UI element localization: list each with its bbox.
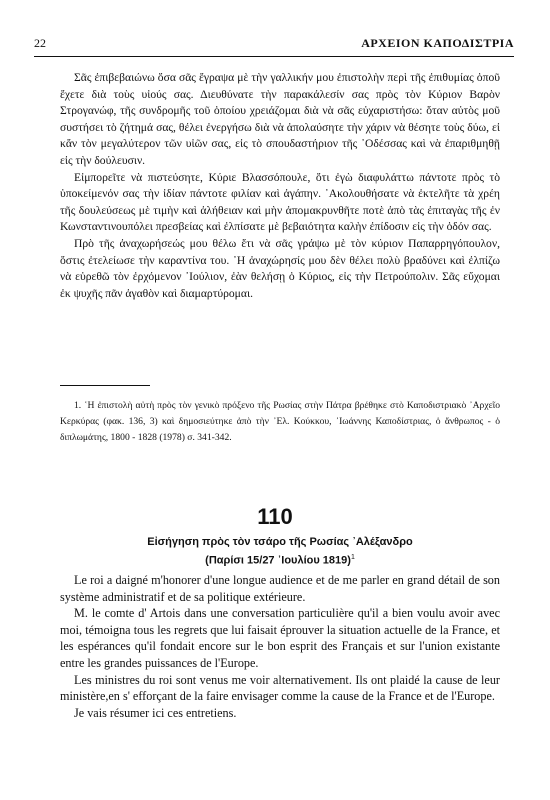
footnote-reference: 1	[350, 554, 355, 561]
document-title	[60, 534, 500, 569]
running-title: ΑΡΧΕΙΟΝ ΚΑΠΟΔΙΣΤΡΙΑ	[361, 36, 514, 50]
document-title-date: (Παρίσι 15/27 ᾿Ιουλίου 1819)	[205, 554, 351, 567]
page-number: 22	[34, 36, 46, 50]
document-title-line-2	[60, 550, 500, 569]
footnote-rule	[60, 385, 150, 386]
letter-paragraph-3: Πρὸ τῆς ἀναχωρήσεώς μου θέλω ἔτι νὰ σᾶς γράψω μὲ τὸν κύριον Παπαρρηγόπουλον, ὅστις ἐτελείωσε τὴν καραντίνα του. ᾿Η ἀναχώρησίς μου δὲν θέλει πολὺ βραδύνει καὶ ἐλπίζω νὰ εὑρεθῶ τὸν ἐρχόμενον ᾿Ιούλιον, ἐὰν θελήσῃ ὁ Κύριος, εἰς τὴν Πετρούπολιν. Σᾶς εὔχομαι ἐκ ψυχῆς πᾶν ἀγαθὸν καὶ διαμαρτύρομαι.	[60, 236, 500, 300]
document-number: 110	[257, 504, 293, 529]
letter-paragraph-2: Εἰμπορεῖτε νὰ πιστεύσητε, Κύριε Βλασσόπουλε, ὅτι ἐγὼ διαφυλάττω πάντοτε πρὸς τὸ ὑποκείμενόν σας τὴν ἰδίαν πάντοτε φιλίαν καὶ ἀγάπην. ᾿Ακολουθήσατε νὰ ἐκτελῆτε τὰ χρέη τῆς δουλεύσεως μὲ τιμὴν καὶ ἀλήθειαν καὶ μὴν ἀπομακρυνθῆτε ποτὲ ἀπὸ τὰς ἐπιταγὰς τῆς ἐν Κωνσταντινουπόλει πρεσβείας καὶ ἐλπίσατε μὲ βεβαιότητα καλὴν ἐπίδοσιν εἰς τὴν ὁδόν σας.	[60, 170, 500, 234]
footnote	[60, 398, 500, 446]
page-header	[34, 36, 514, 54]
header-rule	[34, 56, 514, 57]
report-body	[60, 572, 500, 721]
letter-body	[60, 70, 500, 302]
report-paragraph-1: Le roi a daigné m'honorer d'une longue audience et de me parler en grand détail de son système administratif et de sa politique extérieure.	[60, 573, 500, 604]
document-title-line-1: Εἰσήγηση πρὸς τὸν τσάρο τῆς Ρωσίας ᾿Αλέξανδρο	[147, 536, 413, 548]
report-paragraph-3: Les ministres du roi sont venus me voir alternativement. Ils ont plaidé la cause de leur ministère,en s' efforçant de la faire envisager comme la cause de la France et de l'Europe.	[60, 672, 500, 704]
report-paragraph-2: M. le comte d' Artois dans une conversation particulière qu'il a bien voulu avoir avec moi, témoigna tous les regrets que lui faisait éprouver la situation actuelle de la France, et les espérances qu'il fondait encore sur le bon esprit des Français et sur l'union existante entre les grandes puissances de l'Europe.	[60, 606, 500, 670]
footnote-text: 1. ῾Η ἐπιστολὴ αὐτὴ πρὸς τὸν γενικὸ πρόξενο τῆς Ρωσίας στὴν Πάτρα βρέθηκε στὸ Καποδιστριακὸ ᾿Αρχεῖο Κερκύρας (φακ. 136, 3) καὶ δημοσιεύτηκε ἀπὸ τὴν ᾿Ελ. Κούκκου, ᾿Ιωάννης Καποδίστριας, ὁ ἄνθρωπος - ὁ διπλωμάτης, 1800 - 1828 (1978) σ. 341-342.	[60, 400, 500, 443]
letter-paragraph-1: Σᾶς ἐπιβεβαιώνω ὅσα σᾶς ἔγραψα μὲ τὴν γαλλικήν μου ἐπιστολὴν περὶ τῆς ἐπιθυμίας ὁποῦ ἔχετε διὰ τοὺς υἱούς σας. Διευθύνατε τὴν παρακάλεσίν σας πρὸς τὸν Κύριον Βαρὸν Στρογανώφ, τῆς συνδρομῆς τοῦ ὁποίου χρειάζομαι διὰ νὰ σᾶς εὐχαριστήσω: ὅταν αὐτὸς μοῦ συστήσει τὸ ζήτημά σας, θέλει ἐνεργήσω διὰ νὰ ἀπολαύσητε τὴν χάριν νὰ θέσητε τοὺς δύω, εἰ κἄν τὸν μεγαλύτερον τῶν υἱῶν σας, εἰς τὸ σπουδαστήριον τῆς ᾿Οδέσσας καὶ νὰ ἐπαριθμηθῇ εἰς τὴν δούλευσιν.	[60, 71, 500, 167]
report-paragraph-4: Je vais résumer ici ces entretiens.	[74, 705, 237, 720]
